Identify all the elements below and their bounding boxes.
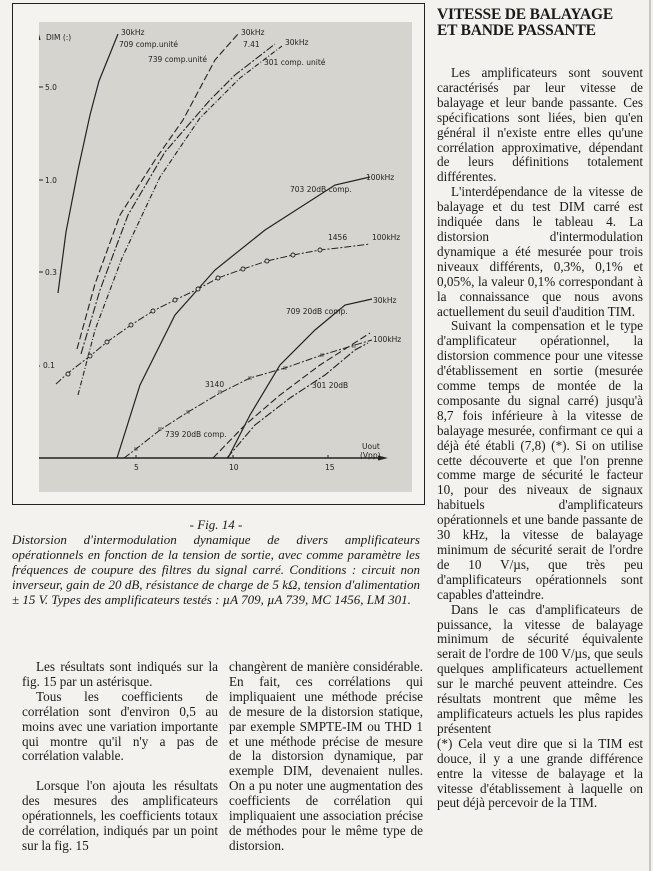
svg-text:100kHz: 100kHz <box>372 233 401 242</box>
svg-text:100kHz: 100kHz <box>366 173 395 182</box>
svg-text:0.1: 0.1 <box>43 361 55 370</box>
left-column <box>22 660 218 854</box>
svg-text:5.0: 5.0 <box>45 83 57 92</box>
svg-text:1.0: 1.0 <box>45 176 57 185</box>
svg-text:ıı: ıı <box>186 408 190 416</box>
svg-text:709 20dB comp.: 709 20dB comp. <box>286 307 348 316</box>
svg-text:ıı: ıı <box>352 342 356 350</box>
svg-text:10: 10 <box>229 463 239 472</box>
svg-text:739 20dB comp.: 739 20dB comp. <box>165 430 227 439</box>
svg-text:703 20dB comp.: 703 20dB comp. <box>290 185 352 194</box>
paragraph: Les résultats sont indiqués sur la fig. 15 par un astérisque. <box>22 659 218 689</box>
paragraph: Les amplificateurs sont souvent caractérisés par leur vitesse de balayage et leur bande passante. Ces spécifications sont liées, bien qu'en général il n'existe entre elles qu'une corrélation approximative, dépendant de leurs définitions totalement différentes. <box>437 65 643 185</box>
svg-text:100kHz: 100kHz <box>373 335 402 344</box>
section-heading: VITESSE DE BALAYAGE ET BANDE PASSANTE <box>437 6 613 39</box>
svg-text:ıı: ıı <box>134 445 138 453</box>
figure-number: - Fig. 14 - <box>189 517 243 532</box>
curve-1456-markers <box>66 248 322 376</box>
chart-svg <box>39 22 412 492</box>
curve-741 <box>81 44 275 354</box>
svg-text:ıı: ıı <box>320 351 324 359</box>
svg-text:15: 15 <box>325 463 335 472</box>
dim-chart <box>39 22 412 492</box>
paragraph: changèrent de manière considérable. En fait, ces corrélations qui impliquaient une méthode précise de mesure de la distorsion statique, par exemple SMPTE-IM ou THD 1 et une méthode précise de mesure de la distorsion dynamique, par exemple DIM, devenaient nulles. On a pu noter une augmentation des coefficients de corrélation qui impliquaient une association précise de méthodes pour le même type de distorsion. <box>229 659 423 853</box>
curve-709-comp-unite <box>58 34 118 293</box>
svg-text:30kHz: 30kHz <box>241 28 265 37</box>
footnote: (*) Cela veut dire que si la TIM est douce, il y a une grande différence entre la vitesse de balayage et la vitesse d'établissement à laquelle on peut déjà percevoir de la TIM. <box>437 735 643 811</box>
paragraph: Lorsque l'on ajouta les résultats des mesures des amplificateurs opérationnels, les coefficients totaux de corrélation, indiqués par un point sur la fig. 15 <box>22 778 218 853</box>
page-edge <box>649 0 651 871</box>
curve-703-20db-comp <box>117 177 370 458</box>
svg-text:30kHz: 30kHz <box>285 38 309 47</box>
y-axis-arrow-icon <box>39 30 41 40</box>
svg-text:739 comp.unité: 739 comp.unité <box>148 55 208 64</box>
figure-caption <box>12 517 420 607</box>
paragraph: Dans le cas d'amplificateurs de puissance, la vitesse de balayage minimum de sécurité équivalente serait de l'ordre de 100 V/µs, que seuls quelques amplificateurs actuellement sur le marché peuvent atteindre. Ces résultats montrent que même les amplificateurs actuels les plus rapides présentent <box>437 601 643 736</box>
svg-text:ıı: ıı <box>218 388 222 396</box>
svg-text:(Vpp): (Vpp) <box>360 451 381 460</box>
figure-caption-text: Distorsion d'intermodulation dynamique de divers amplificateurs opérationnels en fonction de la tension de sortie, avec comme paramètre les fréquences de coupure des filtres du signal carré. Conditions : circuit non inverseur, gain de 20 dB, résistance de charge de 5 kΩ, tension d'alimentation ± 15 V. Types des amplificateurs testés : µA 709, µA 739, MC 1456, LM 301. <box>12 532 420 607</box>
svg-text:ıı: ıı <box>158 425 162 433</box>
y-axis-label: DIM (:) <box>46 33 72 42</box>
curve-739-comp-unite <box>77 34 238 349</box>
svg-text:ıı: ıı <box>283 364 287 372</box>
svg-text:30kHz: 30kHz <box>373 296 397 305</box>
curve-301-20db <box>227 343 368 458</box>
paragraph: Suivant la compensation et le type d'amplificateur opérationnel, la distorsion commence pour une vitesse d'établissement en sortie (mesurée comme temps de montée de la composante du signal carré) jusqu'à 8,7 fois inférieure à la vitesse de balayage mesurée, confirmant ce qui a déjà été établi (7,8) (*). Si on utilise cette découverte et que l'on prenne comme marge de sécurité le facteur 10, pour des niveaux de signaux habituels d'amplificateurs opérationnels et une bande passante de 30 kHz, la vitesse de balayage minimum de sécurité serait de l'ordre de 10 V/µs, que très peu d'amplificateurs opérationnels sont capables d'atteindre. <box>437 318 643 602</box>
svg-text:3140: 3140 <box>205 380 225 389</box>
curve-3140-739-20db <box>124 340 372 458</box>
svg-text:7.41: 7.41 <box>243 40 260 49</box>
curve-dashed-20db <box>213 333 370 458</box>
svg-text:709 comp.unité: 709 comp.unité <box>119 40 179 49</box>
svg-text:30kHz: 30kHz <box>121 28 145 37</box>
svg-text:1456: 1456 <box>328 233 348 242</box>
paragraph: L'interdépendance de la vitesse de balayage et du test DIM carré est indiquée dans le tableau 4. La distorsion d'intermodulation dynamique a été mesurée pour trois niveaux différents, 0,3%, 0,1% et 0,05%, la valeur 0,1% correspondant à la connaissance que nous avons actuellement du seuil d'audition TIM. <box>437 184 643 319</box>
middle-column <box>229 660 423 854</box>
svg-text:0.3: 0.3 <box>45 268 57 277</box>
paragraph: Tous les coefficients de corrélation sont d'environ 0,5 au moins avec une variation importante qui montre qu'il n'y a pas de corrélation valable. <box>22 688 218 764</box>
svg-text:ıı: ıı <box>248 374 252 382</box>
right-column <box>437 66 643 811</box>
svg-text:301 comp. unité: 301 comp. unité <box>264 58 326 67</box>
svg-text:5: 5 <box>134 463 139 472</box>
svg-text:301 20dB: 301 20dB <box>312 381 349 390</box>
x-axis-label: Uout <box>362 442 380 451</box>
